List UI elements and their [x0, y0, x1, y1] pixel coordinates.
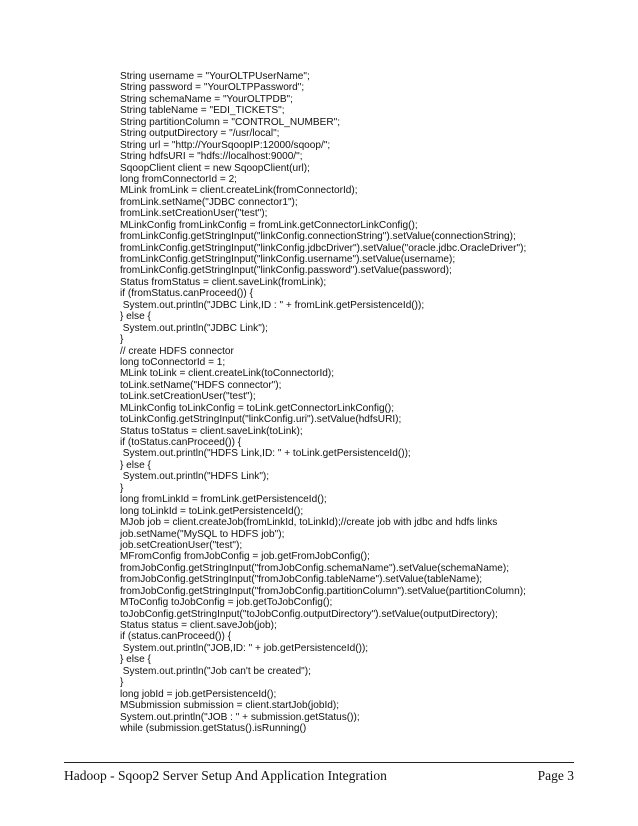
- code-line: MToConfig toJobConfig = job.getToJobConfig();: [120, 597, 333, 609]
- code-line: String partitionColumn = "CONTROL_NUMBER";: [120, 116, 341, 128]
- code-line: System.out.println("HDFS Link");: [120, 471, 270, 483]
- code-line: System.out.println("JDBC Link");: [120, 322, 268, 334]
- code-line: String hdfsURI = "hdfs://localhost:9000/";: [120, 151, 303, 163]
- code-line: MSubmission submission = client.startJob(jobId);: [120, 700, 340, 712]
- code-line: System.out.println("JOB : " + submission.getStatus());: [120, 711, 360, 723]
- code-line: }: [120, 677, 124, 689]
- code-line: SqoopClient client = new SqoopClient(url);: [120, 162, 310, 174]
- code-line: String outputDirectory = "/usr/local";: [120, 128, 280, 140]
- code-line: } else {: [120, 311, 151, 323]
- code-line: String schemaName = "YourOLTPDB";: [120, 93, 293, 105]
- footer-divider: [64, 762, 574, 763]
- code-line: long fromLinkId = fromLink.getPersistenceId();: [120, 494, 327, 506]
- code-line: Status fromStatus = client.saveLink(fromLink);: [120, 276, 327, 288]
- code-line: // create HDFS connector: [120, 345, 234, 357]
- code-line: }: [120, 334, 124, 346]
- code-line: fromJobConfig.getStringInput("fromJobConfig.schemaName").setValue(schemaName);: [120, 562, 510, 574]
- code-line: MFromConfig fromJobConfig = job.getFromJobConfig();: [120, 551, 370, 563]
- code-line: fromLinkConfig.getStringInput("linkConfig.username").setValue(username);: [120, 254, 456, 265]
- code-line: Status toStatus = client.saveLink(toLink);: [120, 425, 303, 437]
- code-line: MLinkConfig fromLinkConfig = fromLink.getConnectorLinkConfig();: [120, 219, 418, 231]
- code-listing: [120, 71, 620, 734]
- code-line: if (status.canProceed()) {: [120, 631, 232, 643]
- code-line: toLink.setCreationUser("test");: [120, 391, 256, 403]
- code-line: Status status = client.saveJob(job);: [120, 620, 277, 631]
- code-line: toJobConfig.getStringInput("toJobConfig.outputDirectory").setValue(outputDirectory);: [120, 608, 498, 620]
- code-line: job.setName("MySQL to HDFS job");: [120, 528, 285, 540]
- page-footer: [64, 768, 574, 786]
- code-line: fromJobConfig.getStringInput("fromJobConfig.partitionColumn").setValue(partitionColumn);: [120, 585, 526, 597]
- code-line: } else {: [120, 459, 151, 471]
- code-line: if (toStatus.canProceed()) {: [120, 437, 242, 448]
- code-line: System.out.println("HDFS Link,ID: " + toLink.getPersistenceId());: [120, 448, 411, 460]
- code-line: if (fromStatus.canProceed()) {: [120, 288, 253, 300]
- code-line: job.setCreationUser("test");: [120, 539, 243, 551]
- code-line: }: [120, 482, 124, 494]
- code-line: MLink toLink = client.createLink(toConnectorId);: [120, 368, 335, 380]
- code-line: long toLinkId = toLink.getPersistenceId();: [120, 505, 304, 517]
- code-line: MLinkConfig toLinkConfig = toLink.getConnectorLinkConfig();: [120, 402, 395, 414]
- code-line: System.out.println("JOB,ID: " + job.getPersistenceId());: [120, 642, 369, 654]
- code-line: System.out.println("Job can't be created");: [120, 665, 311, 677]
- code-line: String tableName = "EDI_TICKETS";: [120, 105, 285, 117]
- code-line: System.out.println("JDBC Link,ID : " + fromLink.getPersistenceId());: [120, 299, 425, 311]
- code-line: fromLinkConfig.getStringInput("linkConfig.jdbcDriver").setValue("oracle.jdbc.OracleDriver");: [120, 242, 527, 254]
- code-line: long fromConnectorId = 2;: [120, 173, 237, 185]
- code-line: fromLinkConfig.getStringInput("linkConfig.connectionString").setValue(connectionString);: [120, 231, 516, 243]
- code-line: toLinkConfig.getStringInput("linkConfig.uri").setValue(hdfsURI);: [120, 414, 402, 426]
- code-line: fromLink.setCreationUser("test");: [120, 208, 268, 220]
- code-line: long jobId = job.getPersistenceId();: [120, 688, 277, 700]
- footer-document-title: Hadoop - Sqoop2 Server Setup And Application Integration: [64, 768, 387, 783]
- code-line: } else {: [120, 654, 151, 666]
- code-line: fromLink.setName("JDBC connector1");: [120, 196, 298, 208]
- footer-page-number: Page 3: [537, 768, 574, 783]
- code-line: MJob job = client.createJob(fromLinkId, toLinkId);//create job with jdbc and hdfs links: [120, 517, 498, 529]
- code-line: while (submission.getStatus().isRunning(): [120, 722, 307, 734]
- code-line: String url = "http://YourSqoopIP:12000/sqoop/";: [120, 139, 331, 151]
- code-line: String password = "YourOLTPPassword";: [120, 82, 305, 94]
- code-line: toLink.setName("HDFS connector");: [120, 379, 282, 391]
- code-line: fromJobConfig.getStringInput("fromJobConfig.tableName").setValue(tableName);: [120, 574, 483, 586]
- code-line: fromLinkConfig.getStringInput("linkConfig.password").setValue(password);: [120, 265, 452, 277]
- code-line: MLink fromLink = client.createLink(fromConnectorId);: [120, 185, 358, 197]
- code-line: String username = "YourOLTPUserName";: [120, 71, 310, 82]
- code-line: long toConnectorId = 1;: [120, 356, 226, 368]
